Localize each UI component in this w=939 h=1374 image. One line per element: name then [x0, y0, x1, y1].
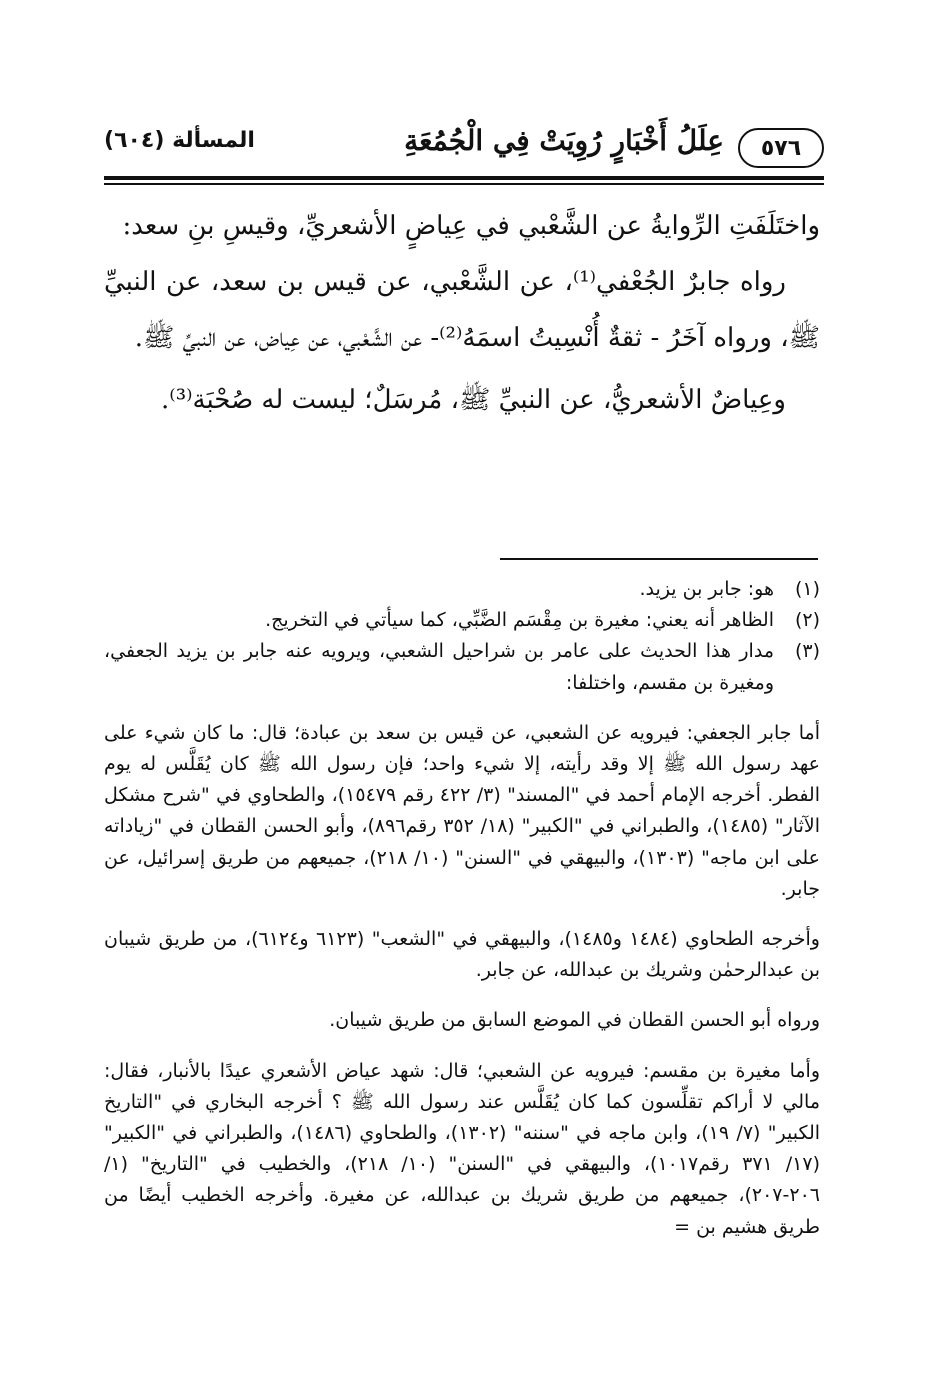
footnote-number: (٣) [794, 640, 820, 663]
footnote-text: أما جابر الجعفي: فيرويه عن الشعبي، عن قيس بن سعد بن عبادة؛ قال: ما كان شيء على عهد رسول الله ﷺ إلا وقد رأيته، إلا شيء واحد؛ فإن رسول الله ﷺ كان يُقَلَّس له يوم الفطر. أخرجه الإمام أحمد في "المسند" (٣/ ٤٢٢ رقم ١٥٤٧٩)، والطحاوي في "شرح مشكل الآثار" (١٤٨٥)، والطبراني في "الكبير" (١٨/ ٣٥٢ رقم٨٩٦)، وأبو الحسن القطان في "زياداته على ابن ماجه" (١٣٠٣)، والبيهقي في "السنن" (١٠/ ٢١٨)، جميعهم من طريق إسرائيل، عن جابر. [104, 721, 821, 900]
book-title: عِلَلُ أَخْبَارٍ رُوِيَتْ فِي الْجُمُعَةِ [404, 124, 724, 157]
header-rule-thin [104, 183, 824, 185]
page-header [104, 122, 824, 178]
main-paragraph-1: واختَلَفَتِ الرِّوايةُ عن الشَّعْبي في عِياضٍ الأشعريِّ، وقيسِ بنِ سعد: [122, 211, 820, 241]
footnote-separator [500, 558, 818, 560]
header-rule-thick [104, 176, 824, 180]
footnote-text: الظاهر أنه يعني: مغيرة بن مِقْسَم الضَّبِّي، كما سيأتي في التخريج. [265, 609, 774, 632]
footnotes [104, 574, 820, 1262]
footnote-1 [104, 574, 820, 605]
footnote-2 [104, 605, 820, 636]
footnote-body [104, 605, 774, 636]
page-number-badge: ٥٧٦ [738, 128, 824, 168]
footnote-3-continuation [104, 718, 820, 1243]
footnote-number: (٢) [794, 609, 820, 632]
footnote-number: (١) [794, 578, 820, 600]
footnote-text: مدار هذا الحديث على عامر بن شراحيل الشعبي، ويرويه عنه جابر بن يزيد الجعفي، ومغيرة بن مقسم، واختلفا: [104, 640, 774, 694]
footnote-text: ورواه أبو الحسن القطان في الموضع السابق من طريق شيبان. [329, 1009, 820, 1032]
footnote-3 [104, 636, 820, 698]
footnote-text: هو: جابر بن يزيد. [639, 578, 774, 600]
section-label: المسألة (٦٠٤) [104, 128, 255, 153]
footnote-text: وأما مغيرة بن مقسم: فيرويه عن الشعبي؛ قال: شهد عياض الأشعري عيدًا بالأنبار، فقال: مالي لا أراكم تقلِّسون كما كان يُقَلَّس عند رسول الله ﷺ ؟ أخرجه البخاري في "التاريخ الكبير" (٧/ ١٩)، وابن ماجه في "سننه" (١٣٠٢)، والطحاوي (١٤٨٦)، والطبراني في "الكبير" (١٧/ ٣٧١ رقم١٠١٧)، والبيهقي في "السنن" (١٠/ ٢١٨)، والخطيب في "التاريخ" (١/ ٢٠٦-٢٠٧)، جميعهم من طريق شريك بن عبدالله، عن مغيرة. وأخرجه الخطيب أيضًا من طريق هشيم بن = [104, 1059, 821, 1238]
main-text [104, 198, 820, 428]
footnote-body [104, 636, 774, 698]
footnote-body [104, 574, 774, 605]
footnote-text: وأخرجه الطحاوي (١٤٨٤ و١٤٨٥)، والبيهقي في "الشعب" (٦١٢٣ و٦١٢٤)، من طريق شيبان بن عبدالرحمٰن وشريك بن عبدالله، عن جابر. [104, 928, 820, 982]
main-paragraph-2: رواه جابرٌ الجُعْفي⁽¹⁾، عن الشَّعْبي، عن قيس بن سعد، عن النبيِّ ﷺ، ورواه آخَرُ - ثقةٌ أُنْسِيتُ اسمَهُ⁽²⁾- عن الشَّعْبي، عن عِياض، عن النبيِّ ﷺ. [104, 267, 820, 353]
main-paragraph-3: وعِياضٌ الأشعريُّ، عن النبيِّ ﷺ، مُرسَلٌ؛ ليست له صُحْبَة⁽³⁾. [161, 385, 786, 415]
